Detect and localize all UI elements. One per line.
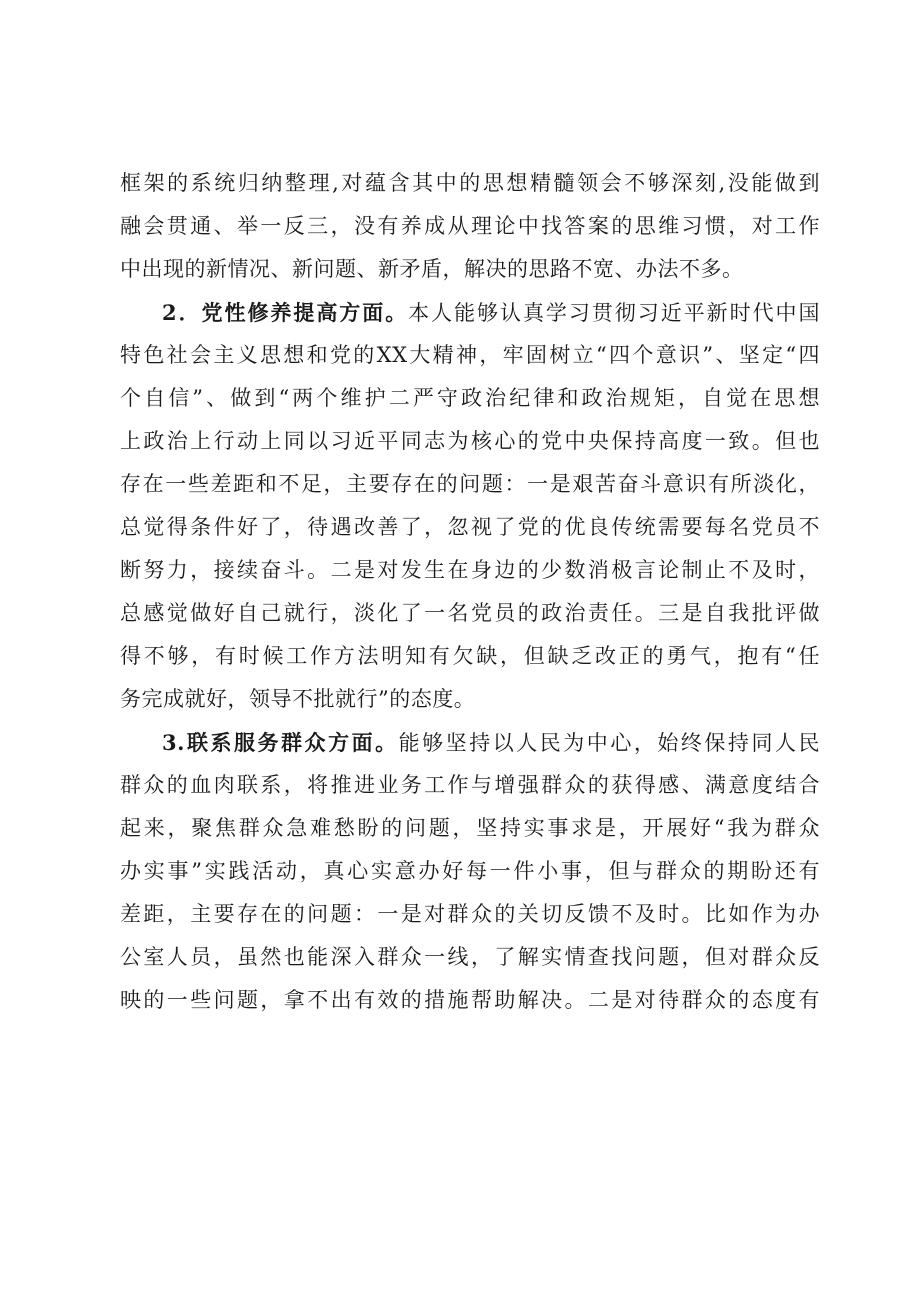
paragraph-line: 务完成就好，领导不批就行”的态度。 <box>120 687 476 711</box>
paragraph-line: 融会贯通、举一反三，没有养成从理论中找答案的思维习惯，对工作 <box>120 214 820 238</box>
document-body <box>120 162 820 1022</box>
paragraph-line: 特色社会主义思想和党的XX大精神，牢固树立“四个意识”、坚定“四 <box>120 343 820 367</box>
paragraph-line: 办实事”实践活动，真心实意办好每一件小事，但与群众的期盼还有 <box>120 859 820 883</box>
paragraph-line: 中出现的新情况、新问题、新矛盾，解决的思路不宽、办法不多。 <box>120 257 744 281</box>
paragraph-line: 存在一些差距和不足，主要存在的问题：一是艰苦奋斗意识有所淡化， <box>120 472 820 496</box>
paragraph-line: 映的一些问题，拿不出有效的措施帮助解决。二是对待群众的态度有 <box>120 988 820 1012</box>
paragraph-line: 总感觉做好自己就行，淡化了一名党员的政治责任。三是自我批评做 <box>120 601 820 625</box>
paragraph-line: 差距，主要存在的问题：一是对群众的关切反馈不及时。比如作为办 <box>120 902 820 926</box>
paragraph-line: 总觉得条件好了，待遇改善了，忽视了党的优良传统需要每名党员不 <box>120 515 820 539</box>
paragraph-line: 群众的血肉联系，将推进业务工作与增强群众的获得感、满意度结合 <box>120 773 820 797</box>
section-3-lead-text: 能够坚持以人民为中心，始终保持同人民 <box>398 731 820 755</box>
paragraph-line: 公室人员，虽然也能深入群众一线，了解实情查找问题，但对群众反 <box>120 945 820 969</box>
paragraph-line: 框架的系统归纳整理,对蕴含其中的思想精髓领会不够深刻,没能做到 <box>120 171 820 195</box>
section-3-heading: 3.联系服务群众方面。 <box>162 730 399 755</box>
paragraph-line: 个自信”、做到“两个维护二严守政治纪律和政治规矩，自觉在思想 <box>120 386 820 410</box>
paragraph-line: 起来，聚焦群众急难愁盼的问题，坚持实事求是，开展好“我为群众 <box>120 816 820 840</box>
paragraph-line: 上政治上行动上同以习近平同志为核心的党中央保持高度一致。但也 <box>120 429 820 453</box>
section-2-first-line <box>120 291 820 334</box>
paragraph-line: 断努力，接续奋斗。二是对发生在身边的少数消极言论制止不及时， <box>120 558 820 582</box>
section-2-heading: 2．党性修养提高方面。 <box>162 300 409 325</box>
paragraph-line: 得不够，有时候工作方法明知有欠缺，但缺乏改正的勇气，抱有“任 <box>120 644 820 668</box>
section-3-first-line <box>120 721 820 764</box>
section-2-lead-text: 本人能够认真学习贯彻习近平新时代中国 <box>408 301 820 325</box>
